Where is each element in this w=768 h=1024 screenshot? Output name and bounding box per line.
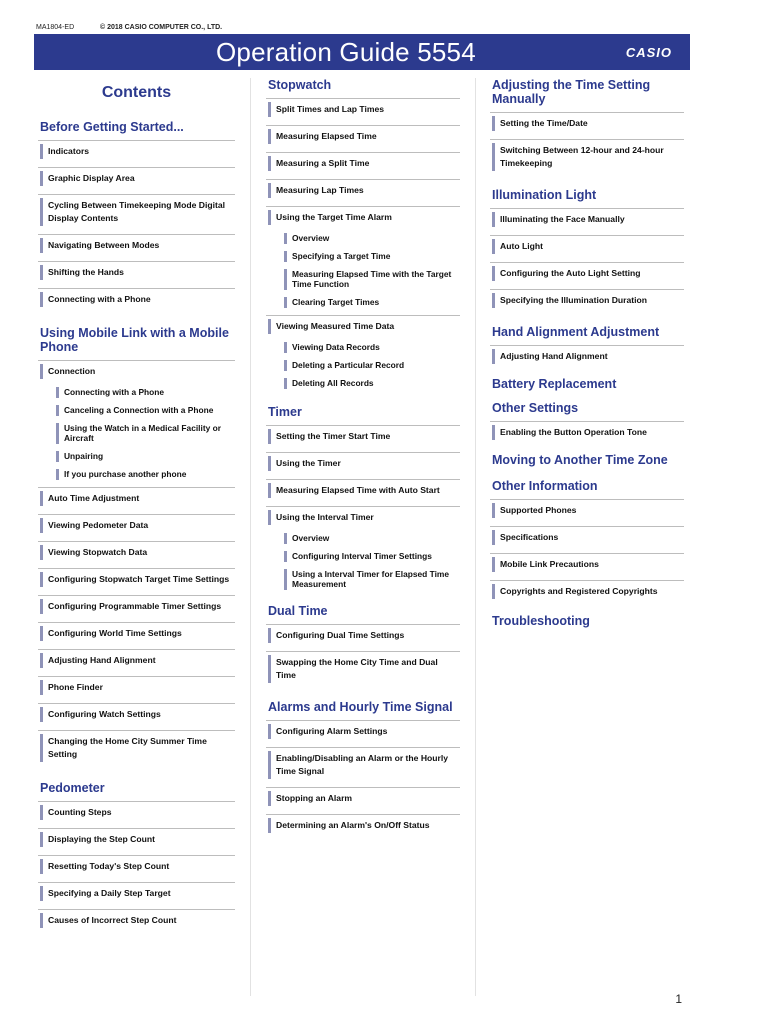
- toc-subitem[interactable]: Overview: [266, 233, 460, 244]
- toc-item[interactable]: Viewing Measured Time Data: [266, 315, 460, 337]
- contents-heading: Contents: [101, 84, 172, 101]
- toc-item[interactable]: Configuring World Time Settings: [38, 622, 235, 644]
- toc-item[interactable]: Viewing Pedometer Data: [38, 514, 235, 536]
- toc-item[interactable]: Stopping an Alarm: [266, 787, 460, 809]
- toc-item[interactable]: Viewing Stopwatch Data: [38, 541, 235, 563]
- toc-item[interactable]: Configuring Dual Time Settings: [266, 624, 460, 646]
- toc-item[interactable]: Auto Light: [490, 235, 684, 257]
- toc-item[interactable]: Determining an Alarm's On/Off Status: [266, 814, 460, 836]
- section-heading[interactable]: Battery Replacement: [492, 377, 617, 391]
- toc-item[interactable]: Configuring Stopwatch Target Time Settings: [38, 568, 235, 590]
- document-code: MA1804-ED: [36, 24, 75, 31]
- toc-item[interactable]: Specifying a Daily Step Target: [38, 882, 235, 904]
- toc-subitem[interactable]: Deleting a Particular Record: [266, 360, 460, 371]
- toc-item[interactable]: Mobile Link Precautions: [490, 553, 684, 575]
- toc-item[interactable]: Causes of Incorrect Step Count: [38, 909, 235, 931]
- toc-item[interactable]: Illuminating the Face Manually: [490, 208, 684, 230]
- toc-item[interactable]: Indicators: [38, 140, 235, 162]
- toc-item[interactable]: Configuring Programmable Timer Settings: [38, 595, 235, 617]
- toc-column-1: [38, 78, 235, 936]
- toc-item[interactable]: Configuring the Auto Light Setting: [490, 262, 684, 284]
- section-heading[interactable]: Moving to Another Time Zone: [492, 453, 668, 467]
- toc-column-2: [266, 78, 460, 841]
- toc-subitem[interactable]: Specifying a Target Time: [266, 251, 460, 262]
- toc-item[interactable]: Connecting with a Phone: [38, 288, 235, 310]
- section-heading[interactable]: Adjusting the Time Setting Manually: [492, 78, 651, 106]
- column-divider: [250, 78, 251, 996]
- toc-item[interactable]: Specifications: [490, 526, 684, 548]
- toc-item[interactable]: Displaying the Step Count: [38, 828, 235, 850]
- toc-item[interactable]: Setting the Timer Start Time: [266, 425, 460, 447]
- section-heading[interactable]: Other Settings: [492, 401, 579, 415]
- toc-item[interactable]: Shifting the Hands: [38, 261, 235, 283]
- toc-item[interactable]: Using the Interval Timer: [266, 506, 460, 528]
- toc-item[interactable]: Auto Time Adjustment: [38, 487, 235, 509]
- section-heading[interactable]: Using Mobile Link with a Mobile Phone: [40, 326, 229, 354]
- toc-item[interactable]: Using the Target Time Alarm: [266, 206, 460, 228]
- section-heading[interactable]: Troubleshooting: [492, 614, 590, 628]
- toc-item[interactable]: Counting Steps: [38, 801, 235, 823]
- toc-subitem[interactable]: If you purchase another phone: [38, 469, 235, 480]
- toc-column-3: [490, 78, 684, 634]
- toc-subitem[interactable]: Measuring Elapsed Time with the Target Time Function: [266, 269, 460, 290]
- toc-item[interactable]: Measuring a Split Time: [266, 152, 460, 174]
- toc-item[interactable]: Navigating Between Modes: [38, 234, 235, 256]
- toc-subitem[interactable]: Using a Interval Timer for Elapsed Time Measurement: [266, 569, 460, 590]
- toc-subitem[interactable]: Clearing Target Times: [266, 297, 460, 308]
- toc-item[interactable]: Setting the Time/Date: [490, 112, 684, 134]
- toc-item[interactable]: Phone Finder: [38, 676, 235, 698]
- section-heading[interactable]: Hand Alignment Adjustment: [492, 325, 660, 339]
- toc-item[interactable]: Using the Timer: [266, 452, 460, 474]
- toc-item[interactable]: Specifying the Illumination Duration: [490, 289, 684, 311]
- toc-item[interactable]: Enabling/Disabling an Alarm or the Hourly Time Signal: [266, 747, 460, 782]
- toc-item[interactable]: Measuring Elapsed Time with Auto Start: [266, 479, 460, 501]
- page-number: 1: [675, 992, 682, 1006]
- toc-item[interactable]: Adjusting Hand Alignment: [490, 345, 684, 367]
- toc-subitem[interactable]: Canceling a Connection with a Phone: [38, 405, 235, 416]
- section-heading[interactable]: Alarms and Hourly Time Signal: [268, 700, 453, 714]
- toc-item[interactable]: Enabling the Button Operation Tone: [490, 421, 684, 443]
- toc-item[interactable]: Switching Between 12-hour and 24-hour Timekeeping: [490, 139, 684, 174]
- toc-item[interactable]: Connection: [38, 360, 235, 382]
- toc-subitem[interactable]: Using the Watch in a Medical Facility or Aircraft: [38, 423, 235, 444]
- toc-item[interactable]: Swapping the Home City Time and Dual Time: [266, 651, 460, 686]
- copyright-notice: © 2018 CASIO COMPUTER CO., LTD.: [100, 24, 223, 31]
- toc-subitem[interactable]: Configuring Interval Timer Settings: [266, 551, 460, 562]
- toc-item[interactable]: Copyrights and Registered Copyrights: [490, 580, 684, 602]
- toc-item[interactable]: Configuring Alarm Settings: [266, 720, 460, 742]
- title-banner: [34, 34, 690, 70]
- toc-subitem[interactable]: Deleting All Records: [266, 378, 460, 389]
- toc-subitem[interactable]: Viewing Data Records: [266, 342, 460, 353]
- toc-item[interactable]: Measuring Lap Times: [266, 179, 460, 201]
- column-divider: [475, 78, 476, 996]
- toc-item[interactable]: Adjusting Hand Alignment: [38, 649, 235, 671]
- section-heading[interactable]: Dual Time: [268, 604, 328, 618]
- toc-item[interactable]: Graphic Display Area: [38, 167, 235, 189]
- toc-item[interactable]: Changing the Home City Summer Time Setting: [38, 730, 235, 765]
- section-heading[interactable]: Stopwatch: [268, 78, 332, 92]
- toc-item[interactable]: Cycling Between Timekeeping Mode Digital Display Contents: [38, 194, 235, 229]
- toc-item[interactable]: Measuring Elapsed Time: [266, 125, 460, 147]
- section-heading[interactable]: Illumination Light: [492, 188, 597, 202]
- toc-item[interactable]: Supported Phones: [490, 499, 684, 521]
- casio-logo: CASIO: [625, 45, 672, 60]
- toc-subitem[interactable]: Overview: [266, 533, 460, 544]
- section-heading[interactable]: Pedometer: [40, 781, 105, 795]
- section-heading[interactable]: Timer: [268, 405, 302, 419]
- toc-item[interactable]: Configuring Watch Settings: [38, 703, 235, 725]
- section-heading[interactable]: Other Information: [492, 479, 598, 493]
- section-heading[interactable]: Before Getting Started...: [40, 120, 184, 134]
- toc-subitem[interactable]: Unpairing: [38, 451, 235, 462]
- toc-item[interactable]: Resetting Today's Step Count: [38, 855, 235, 877]
- toc-item[interactable]: Split Times and Lap Times: [266, 98, 460, 120]
- toc-subitem[interactable]: Connecting with a Phone: [38, 387, 235, 398]
- page-title: Operation Guide 5554: [216, 37, 476, 67]
